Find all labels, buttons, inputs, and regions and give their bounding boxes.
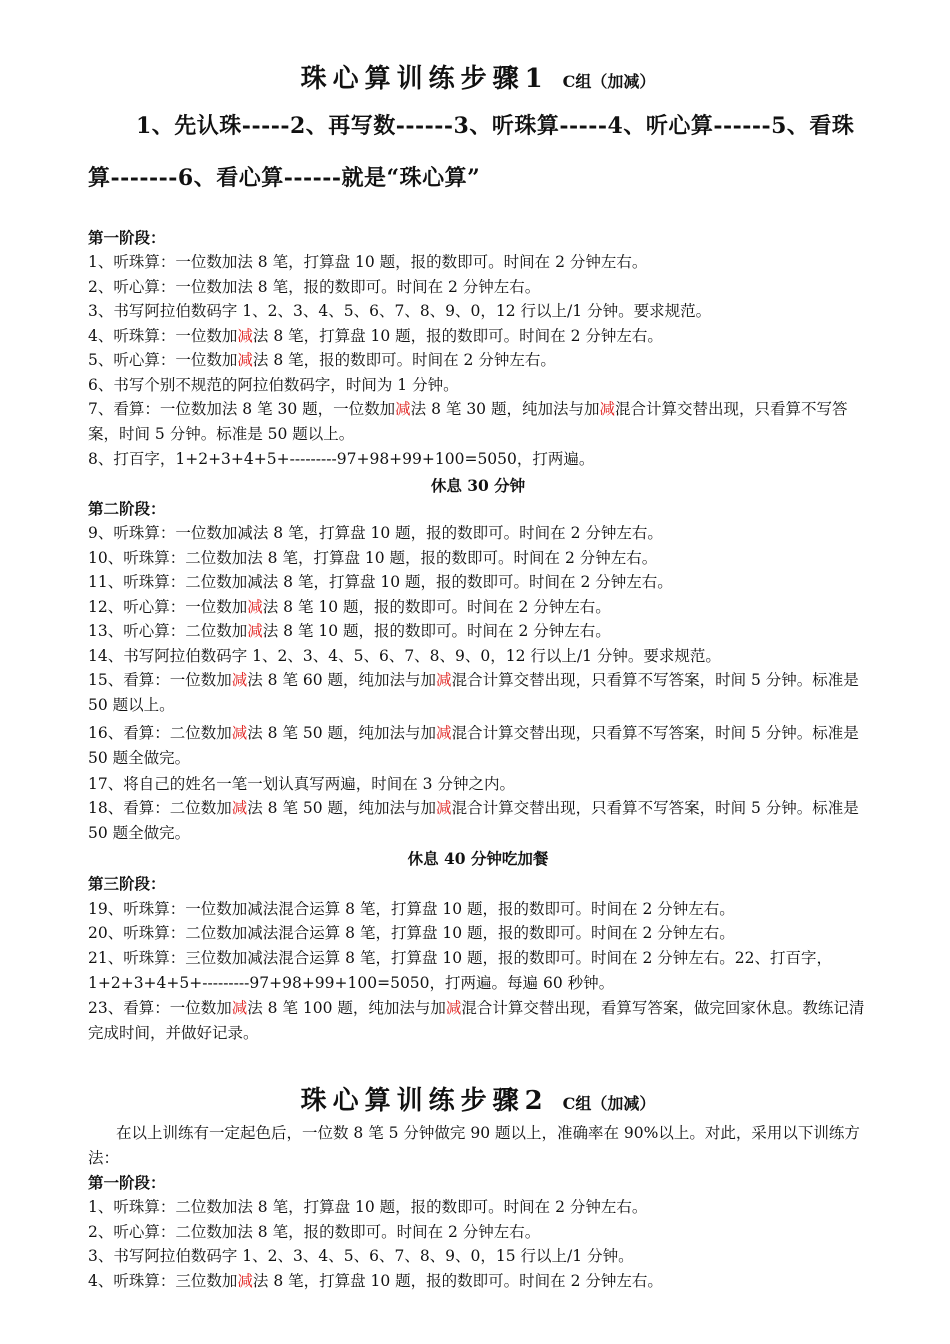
item-14: 14、书写阿拉伯数码字 1、2、3、4、5、6、7、8、9、0，12 行以上/1 分钟。要求规范。	[88, 647, 721, 665]
item-13: 13、听心算：二位数加减法 8 笔 10 题，报的数即可。时间在 2 分钟左右。	[88, 622, 611, 640]
title-2-subtitle: C组（加减）	[562, 1094, 656, 1113]
item-5: 5、听心算：一位数加减法 8 笔，报的数即可。时间在 2 分钟左右。	[88, 351, 556, 369]
title-2-text: 珠心算训练步骤2	[300, 1086, 549, 1116]
stage-2-heading: 第二阶段：	[88, 499, 166, 518]
item-3: 3、书写阿拉伯数码字 1、2、3、4、5、6、7、8、9、0，12 行以上/1 分钟。要求规范。	[88, 302, 712, 320]
item-1: 1、听珠算：一位数加法 8 笔，打算盘 10 题，报的数即可。时间在 2 分钟左右。	[88, 253, 648, 271]
item-4: 4、听珠算：一位数加减法 8 笔，打算盘 10 题，报的数即可。时间在 2 分钟左右。	[88, 327, 663, 345]
title-1-text: 珠心算训练步骤1	[300, 64, 549, 94]
stage-1b-heading: 第一阶段：	[88, 1173, 166, 1192]
stage-3-heading: 第三阶段：	[88, 874, 166, 893]
item-2: 2、听心算：一位数加法 8 笔，报的数即可。时间在 2 分钟左右。	[88, 278, 541, 296]
item-21-22: 21、听珠算：三位数加减法混合运算 8 笔，打算盘 10 题，报的数即可。时间在 2 分钟左右。22、打百字，1+2+3+4+5+---------97+98+99+100=5050，打两遍。每遍 60 秒钟。	[88, 949, 832, 992]
rest-break-1: 休息 30 分钟	[430, 476, 526, 495]
item-b4: 4、听珠算：三位数加减法 8 笔，打算盘 10 题，报的数即可。时间在 2 分钟左右。	[88, 1272, 663, 1290]
item-15: 15、看算：一位数加减法 8 笔 60 题，纯加法与加减混合计算交替出现，只看算不写答案，时间 5 分钟。标准是 50 题以上。	[88, 671, 859, 714]
intro-steps: 1、先认珠-----2、再写数------3、听珠算-----4、听心算------5、看珠算-------6、看心算------就是“珠心算”	[88, 113, 855, 191]
item-17: 17、将自己的姓名一笔一划认真写两遍，时间在 3 分钟之内。	[88, 775, 515, 793]
item-11: 11、听珠算：二位数加减法 8 笔，打算盘 10 题，报的数即可。时间在 2 分钟左右。	[88, 573, 673, 591]
item-8: 8、打百字，1+2+3+4+5+---------97+98+99+100=5050，打两遍。	[88, 450, 595, 468]
item-b1: 1、听珠算：二位数加法 8 笔，打算盘 10 题，报的数即可。时间在 2 分钟左右。	[88, 1198, 648, 1216]
item-b2: 2、听心算：二位数加法 8 笔，报的数即可。时间在 2 分钟左右。	[88, 1223, 541, 1241]
item-10: 10、听珠算：二位数加法 8 笔，打算盘 10 题，报的数即可。时间在 2 分钟左右。	[88, 549, 658, 567]
rest-break-2: 休息 40 分钟吃加餐	[407, 849, 549, 868]
item-19: 19、听珠算：一位数加减法混合运算 8 笔，打算盘 10 题，报的数即可。时间在 2 分钟左右。	[88, 900, 735, 918]
item-7: 7、看算：一位数加法 8 笔 30 题，一位数加减法 8 笔 30 题，纯加法与加减混合计算交替出现，只看算不写答案，时间 5 分钟。标准是 50 题以上。	[88, 400, 848, 443]
item-18: 18、看算：二位数加减法 8 笔 50 题，纯加法与加减混合计算交替出现，只看算不写答案，时间 5 分钟。标准是 50 题全做完。	[88, 799, 859, 842]
title-1	[88, 58, 868, 95]
item-20: 20、听珠算：二位数加减法混合运算 8 笔，打算盘 10 题，报的数即可。时间在 2 分钟左右。	[88, 924, 735, 942]
item-23: 23、看算：一位数加减法 8 笔 100 题，纯加法与加减混合计算交替出现，看算写答案，做完回家休息。教练记清完成时间，并做好记录。	[88, 999, 865, 1042]
item-b3: 3、书写阿拉伯数码字 1、2、3、4、5、6、7、8、9、0，15 行以上/1 分钟。	[88, 1247, 634, 1265]
stage-1-heading: 第一阶段：	[88, 228, 166, 247]
paragraph-intro-2: 在以上训练有一定起色后，一位数 8 笔 5 分钟做完 90 题以上，准确率在 90%以上。对此，采用以下训练方法：	[88, 1124, 860, 1167]
item-16: 16、看算：二位数加减法 8 笔 50 题，纯加法与加减混合计算交替出现，只看算不写答案，时间 5 分钟。标准是 50 题全做完。	[88, 724, 859, 767]
title-2	[88, 1080, 868, 1117]
item-12: 12、听心算：一位数加减法 8 笔 10 题，报的数即可。时间在 2 分钟左右。	[88, 598, 611, 616]
item-9: 9、听珠算：一位数加减法 8 笔，打算盘 10 题，报的数即可。时间在 2 分钟左右。	[88, 524, 663, 542]
item-6: 6、书写个别不规范的阿拉伯数码字，时间为 1 分钟。	[88, 376, 459, 394]
title-1-subtitle: C组（加减）	[562, 72, 656, 91]
